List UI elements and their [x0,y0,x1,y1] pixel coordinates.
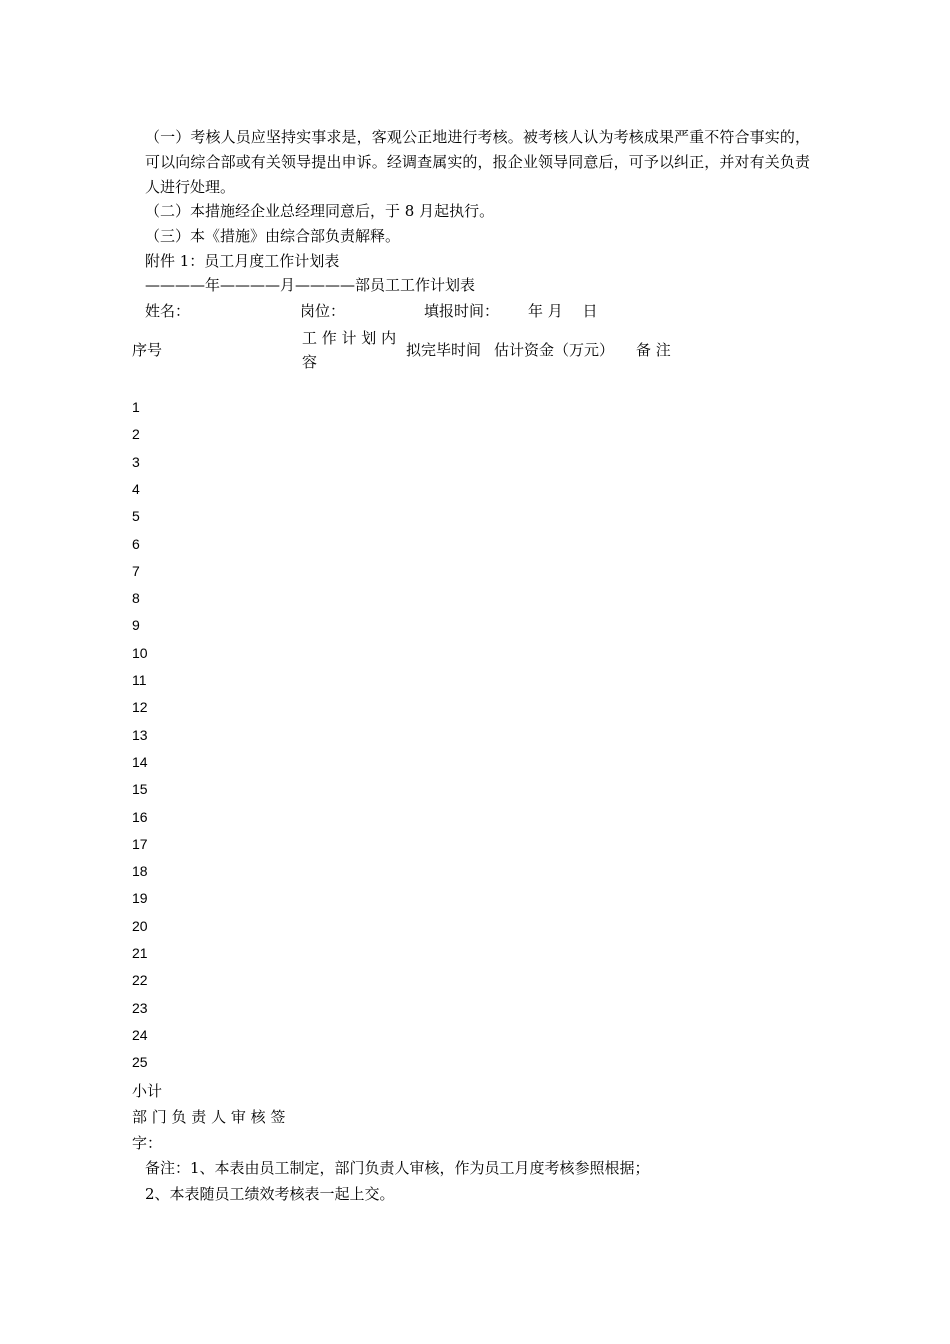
header-note: 备 注 [636,341,671,359]
table-row: 20 [132,917,148,934]
table-row: 4 [132,480,140,497]
table-row: 5 [132,508,140,525]
table-row: 25 [132,1054,148,1071]
table-row: 11 [132,672,147,688]
signature-label-line2: 字： [132,1134,163,1152]
paragraph-appeal: （一）考核人员应坚持实事求是，客观公正地进行考核。被考核人认为考核成果严重不符合事实的，可以向综合部或有关领导提出申诉。经调查属实的，报企业领导同意后，可予以纠正，并对有关负责人进行处理。 [145,128,810,196]
table-row: 16 [132,808,148,825]
table-row: 23 [132,999,148,1016]
paragraph-effective: （二）本措施经企业总经理同意后，于 8 月起执行。 [145,202,495,220]
header-time: 拟完毕时间 [406,341,482,359]
table-row: 15 [132,781,148,798]
date-value: 年 月 日 [528,302,598,320]
table-row: 2 [132,426,140,443]
table-row: 18 [132,863,148,880]
attachment-subtitle: ————年————月————部员工工作计划表 [145,276,476,294]
header-content-line1: 工 作 计 划 内 [302,329,397,347]
table-row: 9 [132,617,140,634]
subtotal-label: 小计 [132,1082,163,1100]
table-row: 1 [132,399,140,415]
header-fund: 估计资金（万元） [494,341,615,359]
table-row: 24 [132,1026,148,1043]
attachment-title: 附件 1：员工月度工作计划表 [145,252,340,270]
table-row: 8 [132,590,140,607]
note-line-1: 备注：1、本表由员工制定，部门负责人审核，作为员工月度考核参照根据； [145,1159,650,1177]
table-row: 12 [132,699,148,716]
paragraph-interpretation: （三）本《措施》由综合部负责解释。 [145,227,401,245]
table-row: 13 [132,726,148,743]
date-label: 填报时间： [424,302,500,320]
table-row: 3 [132,453,140,470]
table-row: 14 [132,753,148,770]
table-row: 10 [132,644,148,661]
table-row: 22 [132,972,148,989]
header-index: 序号 [132,341,163,359]
header-content-line2: 容 [302,353,318,371]
note-line-2: 2、本表随员工绩效考核表一起上交。 [145,1185,395,1203]
table-row: 19 [132,890,148,907]
table-row: 6 [132,535,140,552]
table-row: 7 [132,562,140,579]
post-label: 岗位： [300,302,346,320]
table-row: 21 [132,945,148,961]
table-row: 17 [132,835,148,852]
name-label: 姓名： [145,302,191,320]
signature-label-line1: 部 门 负 责 人 审 核 签 [132,1108,286,1126]
